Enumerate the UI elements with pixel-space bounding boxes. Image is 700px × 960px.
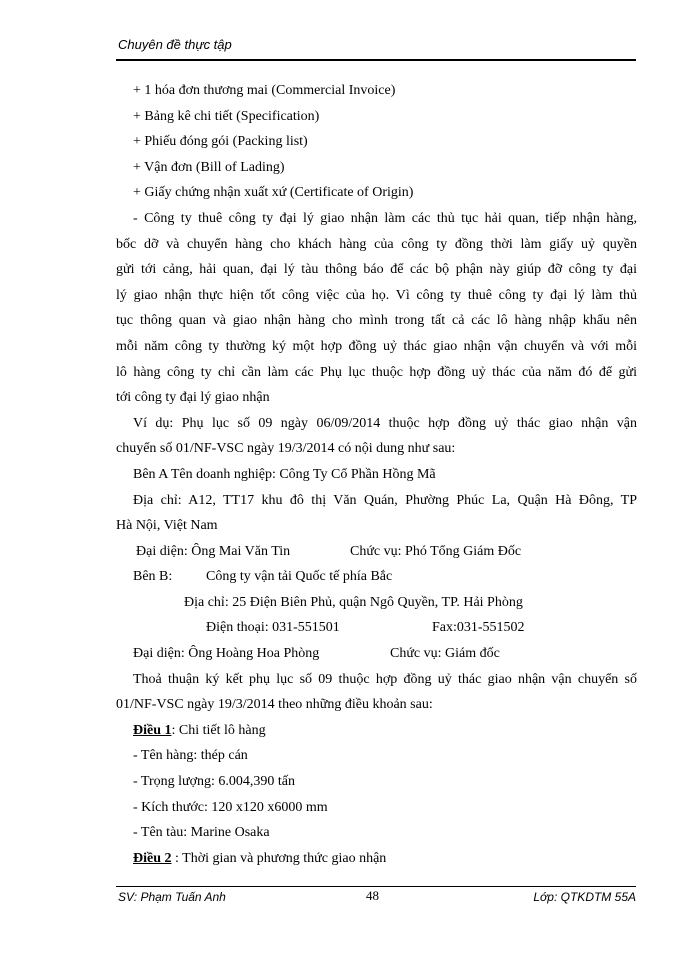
footer-rule xyxy=(116,886,636,887)
paragraph-line: - Công ty thuê công ty đại lý giao nhận làm các thủ tục hải quan, tiếp nhận hàng, xyxy=(133,210,637,226)
paragraph-line: tục thông quan và giao nhận hàng cho mình trong tất cả các lô hàng nhập khẩu nên xyxy=(116,313,637,329)
party-b-label: Bên B: xyxy=(133,569,173,585)
paragraph-line: lô hàng công ty chỉ cần làm các Phụ lục thuộc hợp đồng uỷ thác của năm đó để gửi xyxy=(116,364,637,380)
header-title: Chuyên đề thực tập xyxy=(118,37,232,52)
article-1-item: - Tên hàng: thép cán xyxy=(133,748,248,764)
paragraph-line: lý giao nhận thực hiện tốt công việc của họ. Vì công ty thuê công ty đại lý làm thủ xyxy=(116,287,637,303)
header-rule xyxy=(116,59,636,61)
article-1-item: - Tên tàu: Marine Osaka xyxy=(133,825,270,841)
party-b-rep: Đại diện: Ông Hoàng Hoa Phòng xyxy=(133,646,320,662)
doc-list-item: + Phiếu đóng gói (Packing list) xyxy=(133,134,308,150)
party-a-position: Chức vụ: Phó Tổng Giám Đốc xyxy=(350,543,522,559)
footer-class: Lớp: QTKDTM 55A xyxy=(533,890,636,904)
party-b-contact-row xyxy=(116,615,637,641)
page-number: 48 xyxy=(366,888,379,903)
paragraph-line: bốc dỡ và chuyển hàng cho khách hàng của công ty đồng thời làm giấy uỷ quyền xyxy=(116,236,637,252)
party-b-row xyxy=(116,564,637,590)
article-2-title: Điều 2 xyxy=(133,850,172,866)
party-b-position: Chức vụ: Giám đốc xyxy=(390,646,500,662)
paragraph-line: mỗi năm công ty thường ký một hợp đồng uỷ thác giao nhận vận chuyển và với mỗi xyxy=(116,338,637,354)
doc-list-item: + Bảng kê chi tiết (Specification) xyxy=(133,108,320,124)
article-2-heading xyxy=(116,846,637,872)
paragraph-line: tới công ty đại lý giao nhận xyxy=(116,390,270,406)
doc-list-item: + Giấy chứng nhận xuất xứ (Certificate of Origin) xyxy=(133,185,414,201)
footer-student: SV: Phạm Tuấn Anh xyxy=(118,890,226,904)
example-line: chuyển số 01/NF-VSC ngày 19/3/2014 có nội dung như sau: xyxy=(116,441,456,457)
article-1-item: - Trọng lượng: 6.004,390 tấn xyxy=(133,774,296,790)
paragraph-line: gửi tới cảng, hải quan, đại lý tàu thông báo để các bộ phận này giúp đỡ công ty đại xyxy=(116,262,637,278)
party-b-name: Công ty vận tải Quốc tế phía Bắc xyxy=(206,569,393,585)
article-2-rest: : Thời gian và phương thức giao nhận xyxy=(171,850,387,866)
party-a-rep-row xyxy=(116,539,637,565)
party-b-rep-row xyxy=(116,641,637,667)
party-b-address: Địa chỉ: 25 Điện Biên Phủ, quận Ngô Quyền, TP. Hải Phòng xyxy=(184,594,523,610)
agreement-line: 01/NF-VSC ngày 19/3/2014 theo những điều khoản sau: xyxy=(116,697,433,713)
party-a-name: Bên A Tên doanh nghiệp: Công Ty Cổ Phần Hồng Mã xyxy=(133,466,436,482)
party-a-address: Địa chỉ: A12, TT17 khu đô thị Văn Quán, Phường Phúc La, Quận Hà Đông, TP xyxy=(133,492,637,508)
party-a-address-cont: Hà Nội, Việt Nam xyxy=(116,518,218,534)
article-1-title: Điều 1 xyxy=(133,722,172,738)
article-1-heading xyxy=(116,718,637,744)
article-1-rest: : Chi tiết lô hàng xyxy=(171,722,266,738)
doc-list-item: + 1 hóa đơn thương mai (Commercial Invoice) xyxy=(133,83,396,98)
example-line: Ví dụ: Phụ lục số 09 ngày 06/09/2014 thuộc hợp đồng uỷ thác giao nhận vận xyxy=(133,415,637,431)
agreement-line: Thoả thuận ký kết phụ lục số 09 thuộc hợp đồng uỷ thác giao nhận vận chuyển số xyxy=(133,671,637,687)
body-text xyxy=(116,78,637,871)
party-a-rep: Đại diện: Ông Mai Văn Tin xyxy=(136,543,291,559)
party-b-fax: Fax:031-551502 xyxy=(432,620,525,636)
doc-list-item: + Vận đơn (Bill of Lading) xyxy=(133,159,285,175)
article-1-item: - Kích thước: 120 x120 x6000 mm xyxy=(133,799,328,815)
party-b-phone: Điện thoại: 031-551501 xyxy=(206,620,340,636)
